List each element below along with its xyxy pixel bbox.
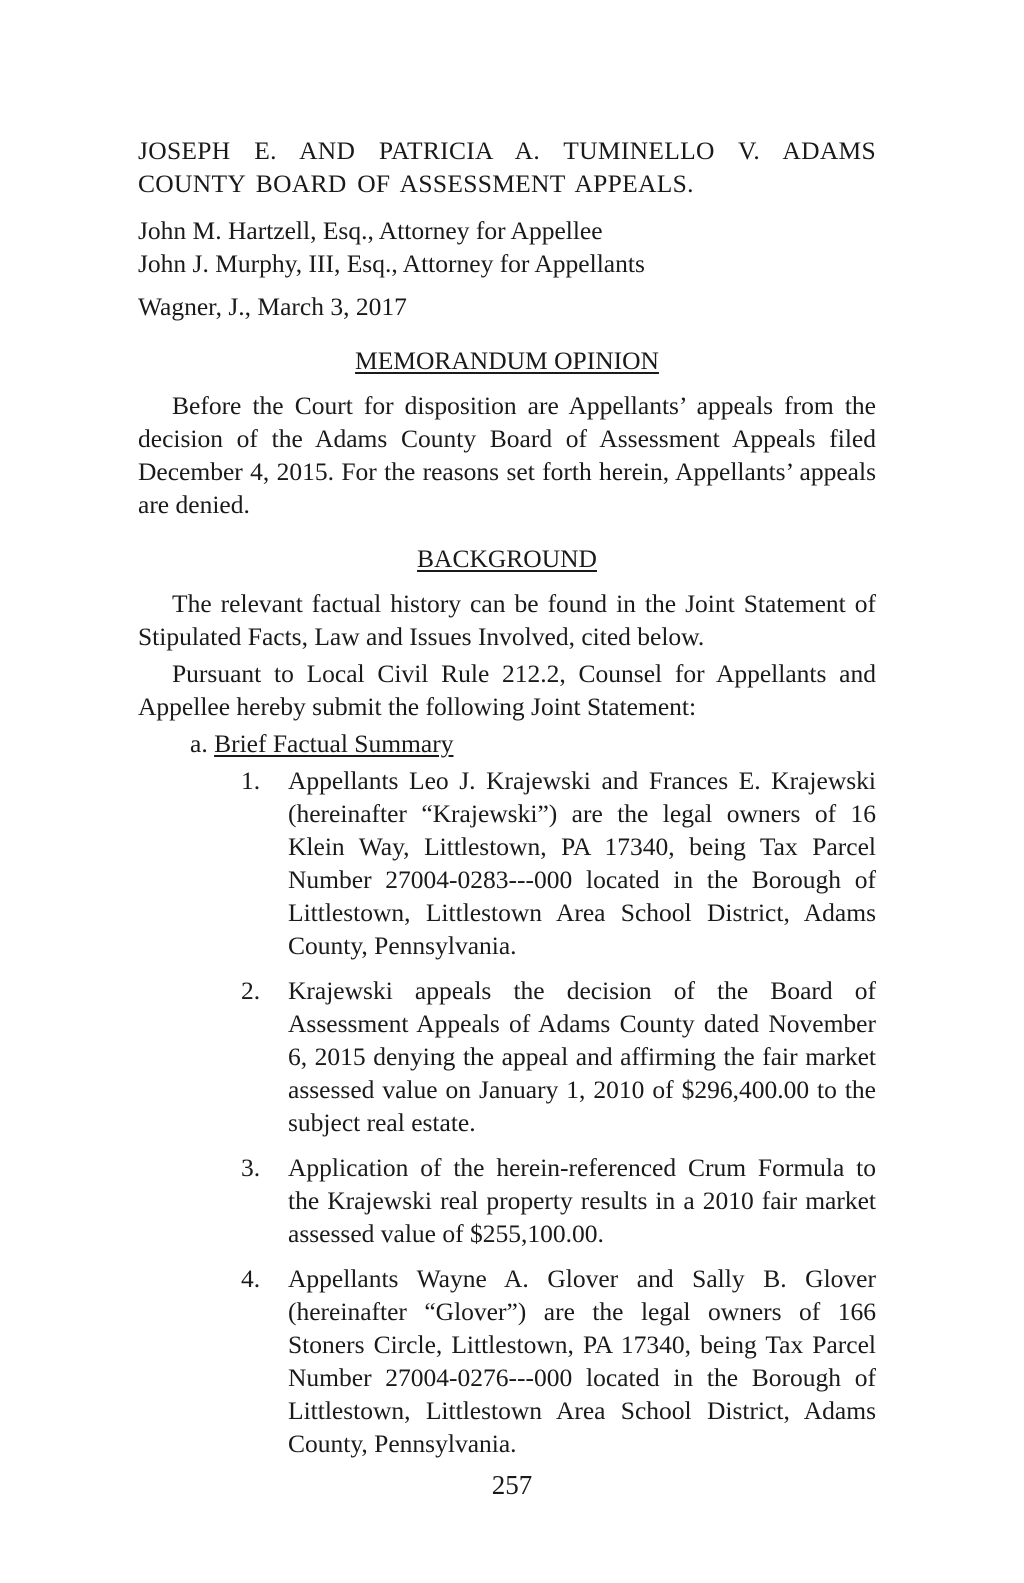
background-paragraph: The relevant factual history can be found in the Joint Statement of Stipulated Facts, Law and Issues Involved, cited below. (138, 589, 876, 651)
counsel-block (138, 214, 876, 280)
list-item-text: Application of the herein-referenced Crum Formula to the Krajewski real property results in a 2010 fair market assessed value of $255,100.00. (288, 1153, 876, 1248)
opinion-heading: MEMORANDUM OPINION (355, 346, 659, 375)
list-item (241, 974, 876, 1139)
appellants-counsel: John J. Murphy, III, Esq., Attorney for Appellants (138, 249, 645, 278)
list-item-text: Krajewski appeals the decision of the Board of Assessment Appeals of Adams County dated November 6, 2015 denying the appeal and affirming the fair market assessed value on January 1, 2010 of $296,400.00 to the subject real estate. (288, 976, 876, 1137)
case-caption (138, 134, 876, 200)
list-item-number: 1. (241, 766, 261, 795)
document-page (138, 134, 876, 1472)
case-caption-line-2: COUNTY BOARD OF ASSESSMENT APPEALS. (138, 169, 694, 198)
list-item-number: 3. (241, 1153, 261, 1182)
list-item-number: 4. (241, 1264, 261, 1293)
factual-summary-list (138, 764, 876, 1460)
background-heading: BACKGROUND (417, 544, 597, 573)
subsection-title: Brief Factual Summary (214, 729, 454, 758)
list-item (241, 1262, 876, 1460)
appellee-counsel: John M. Hartzell, Esq., Attorney for Appellee (138, 216, 603, 245)
subsection-heading (190, 727, 876, 760)
list-item-text: Appellants Leo J. Krajewski and Frances E. Krajewski (hereinafter “Krajewski”) are the legal owners of 16 Klein Way, Littlestown, PA 17340, being Tax Parcel Number 27004-0283---000 located in the Borough of Littlestown, Littlestown Area School District, Adams County, Pennsylvania. (288, 766, 876, 960)
subsection-letter: a. (190, 729, 208, 758)
case-caption-line-1: JOSEPH E. AND PATRICIA A. TUMINELLO V. ADAMS (138, 136, 876, 165)
background-paragraph: Pursuant to Local Civil Rule 212.2, Counsel for Appellants and Appellee hereby submit the following Joint Statement: (138, 659, 876, 721)
list-item (241, 1151, 876, 1250)
judge-date-line: Wagner, J., March 3, 2017 (138, 292, 407, 321)
page-number: 257 (491, 1470, 533, 1500)
intro-paragraph: Before the Court for disposition are Appellants’ appeals from the decision of the Adams County Board of Assessment Appeals filed December 4, 2015. For the reasons set forth herein, Appellants’ appeals are denied. (138, 391, 876, 519)
list-item-number: 2. (241, 976, 261, 1005)
list-item-text: Appellants Wayne A. Glover and Sally B. Glover (hereinafter “Glover”) are the legal owners of 166 Stoners Circle, Littlestown, PA 17340, being Tax Parcel Number 27004-0276---000 located in the Borough of Littlestown, Littlestown Area School District, Adams County, Pennsylvania. (288, 1264, 876, 1458)
list-item (241, 764, 876, 962)
